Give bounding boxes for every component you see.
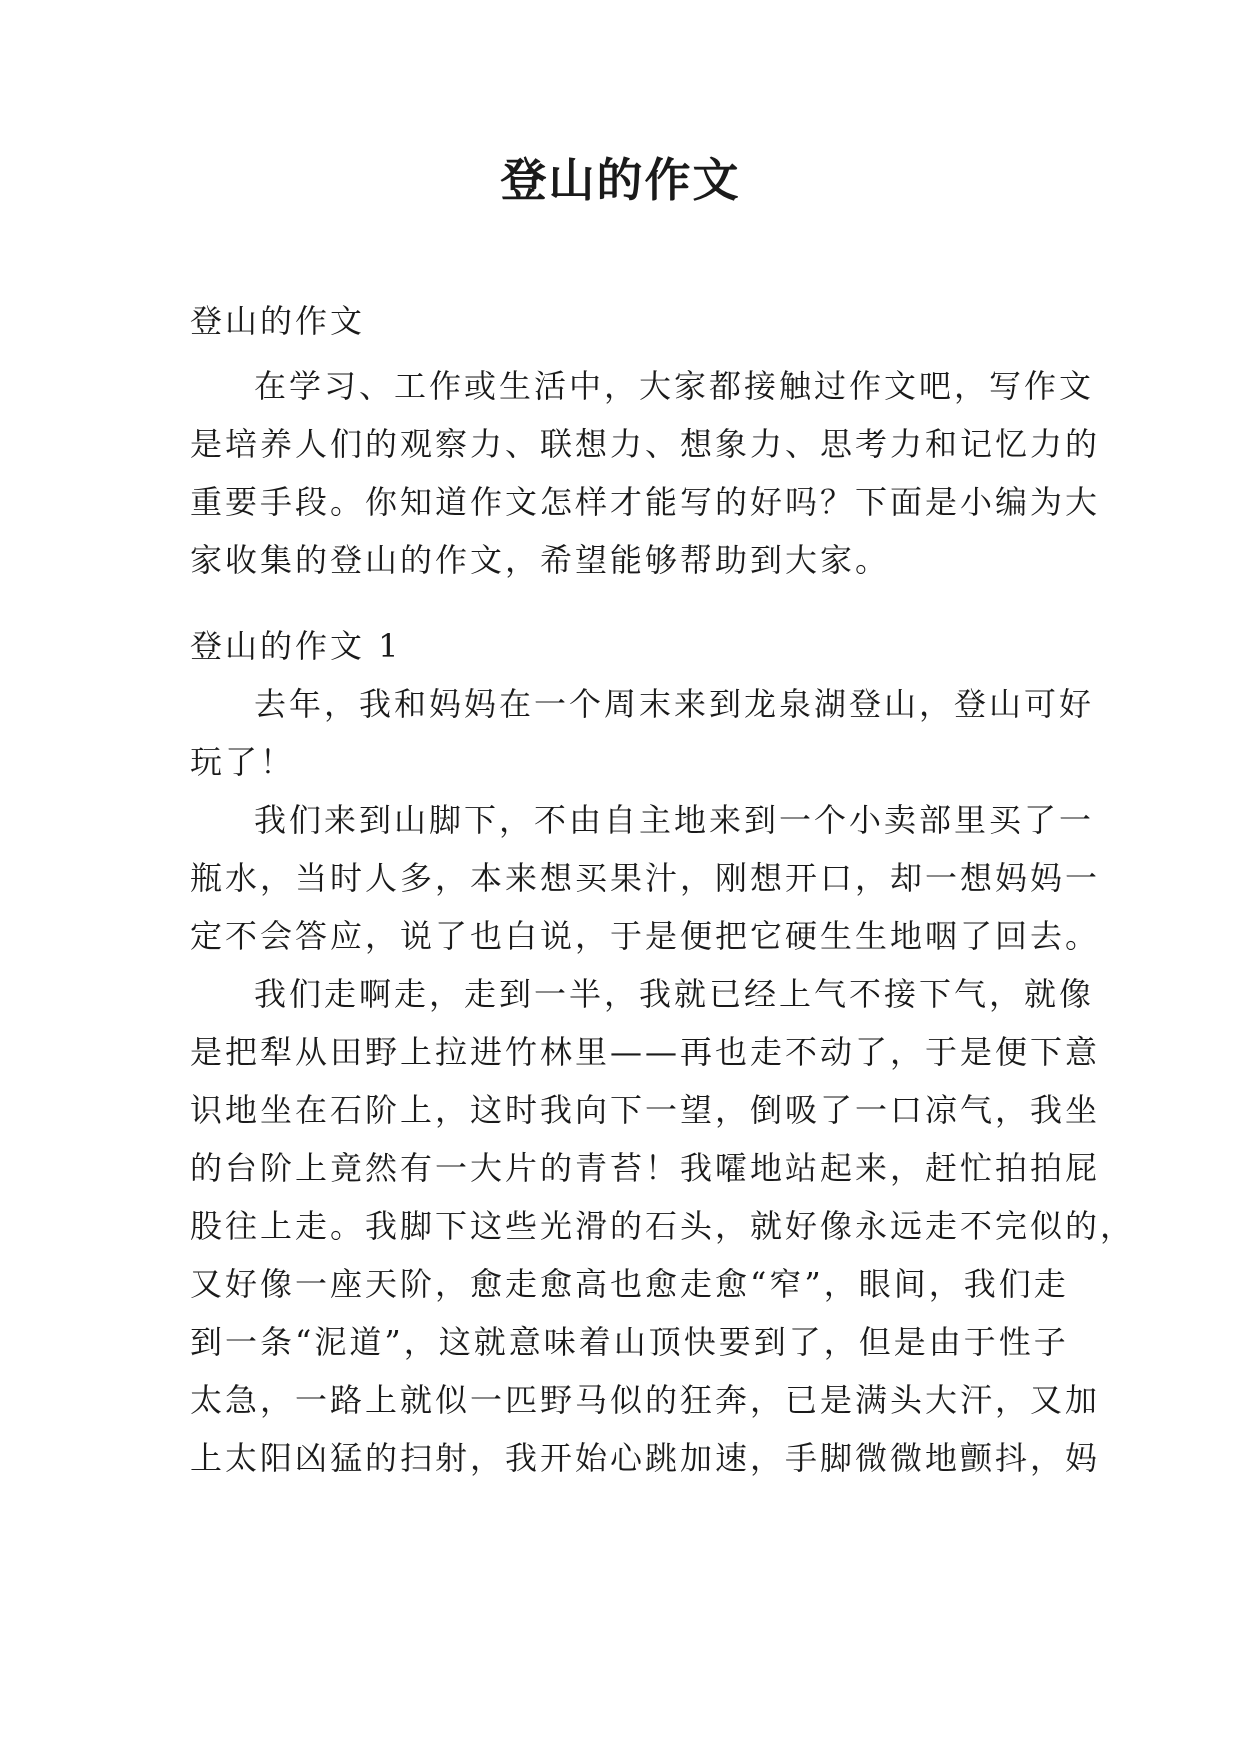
essay-heading: 登山的作文 1 bbox=[190, 627, 402, 665]
intro-line: 是培养人们的观察力、联想力、想象力、思考力和记忆力的 bbox=[190, 425, 1101, 463]
intro-paragraph bbox=[190, 357, 1101, 589]
essay-line: 瓶水，当时人多，本来想买果汁，刚想开口，却一想妈妈一 bbox=[190, 859, 1101, 897]
essay-line: 我们走啊走，走到一半，我就已经上气不接下气，就像 bbox=[254, 975, 1095, 1013]
essay-paragraph bbox=[190, 965, 1136, 1487]
document-subtitle: 登山的作文 bbox=[190, 302, 366, 340]
intro-line: 在学习、工作或生活中，大家都接触过作文吧，写作文 bbox=[254, 367, 1095, 405]
essay-line: 定不会答应，说了也白说，于是便把它硬生生地咽了回去。 bbox=[190, 917, 1101, 955]
essay-line: 我们来到山脚下，不由自主地来到一个小卖部里买了一 bbox=[254, 801, 1095, 839]
intro-line: 重要手段。你知道作文怎样才能写的好吗？下面是小编为大 bbox=[190, 483, 1101, 521]
essay-paragraph bbox=[190, 791, 1101, 965]
essay-line: 到一条“泥道”，这就意味着山顶快要到了，但是由于性子 bbox=[190, 1323, 1069, 1361]
essay-line: 去年，我和妈妈在一个周末来到龙泉湖登山，登山可好 bbox=[254, 685, 1095, 723]
essay-body bbox=[190, 675, 1136, 1487]
intro-line: 家收集的登山的作文，希望能够帮助到大家。 bbox=[190, 541, 891, 579]
essay-line: 玩了！ bbox=[190, 743, 296, 781]
essay-line: 股往上走。我脚下这些光滑的石头，就好像永远走不完似的， bbox=[190, 1207, 1136, 1245]
essay-line: 又好像一座天阶，愈走愈高也愈走愈“窄”，眼间，我们走 bbox=[190, 1265, 1069, 1303]
essay-line: 是把犁从田野上拉进竹林里——再也走不动了，于是便下意 bbox=[190, 1033, 1101, 1071]
document-title: 登山的作文 bbox=[500, 153, 741, 207]
essay-line: 上太阳凶猛的扫射，我开始心跳加速，手脚微微地颤抖，妈 bbox=[190, 1439, 1101, 1477]
essay-line: 太急，一路上就似一匹野马似的狂奔，已是满头大汗，又加 bbox=[190, 1381, 1101, 1419]
essay-line: 识地坐在石阶上，这时我向下一望，倒吸了一口凉气，我坐 bbox=[190, 1091, 1101, 1129]
essay-paragraph bbox=[190, 675, 1095, 791]
essay-line: 的台阶上竟然有一大片的青苔！我嚯地站起来，赶忙拍拍屁 bbox=[190, 1149, 1101, 1187]
